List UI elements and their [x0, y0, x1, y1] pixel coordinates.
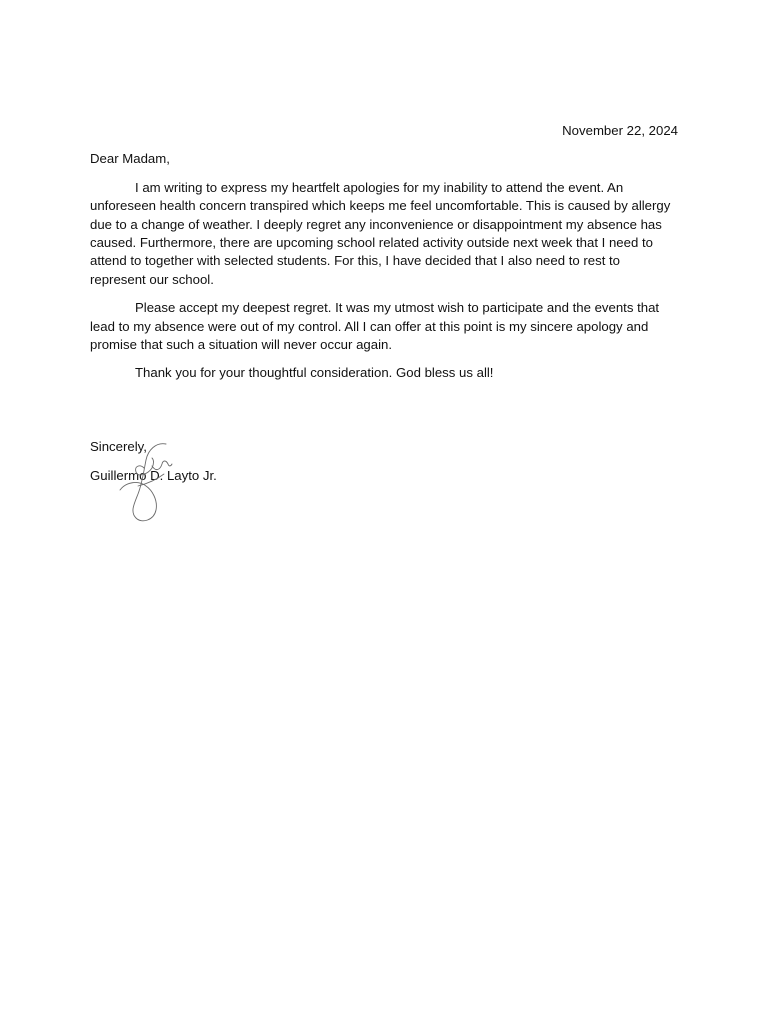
paragraph-apology: I am writing to express my heartfelt apologies for my inability to attend the event. An unforeseen health concern transpired which keeps me feel uncomfortable. This is caused by allergy due to a change of weather. I deeply regret any inconvenience or disappointment my absence has caused. Furthermore, there are upcoming school related activity outside next week that I need to attend to together with selected students. For this, I have decided that I also need to rest to represent our school.: [90, 179, 671, 287]
paragraph-thanks: Thank you for your thoughtful consideration. God bless us all!: [135, 365, 494, 381]
paragraph-regret: Please accept my deepest regret. It was my utmost wish to participate and the events that lead to my absence were out of my control. All I can offer at this point is my sincere apology and promise that such a situation will never occur again.: [90, 300, 660, 353]
letter-date: November 22, 2024: [562, 123, 678, 138]
handwritten-signature: [108, 438, 188, 524]
salutation: Dear Madam,: [90, 151, 170, 167]
closing-line: Sincerely,: [90, 439, 147, 454]
signer-name: Guillermo D. Layto Jr.: [90, 468, 217, 484]
letter-body: [90, 122, 678, 393]
